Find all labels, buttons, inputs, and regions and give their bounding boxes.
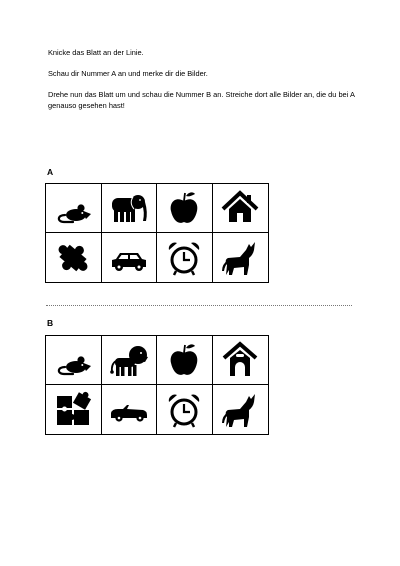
grid-b-cell-3[interactable] [157, 336, 213, 385]
apple-icon [164, 188, 204, 228]
grid-a-cell-3 [157, 184, 213, 233]
howling-wolf-icon [220, 390, 260, 430]
alarm-clock-icon [164, 390, 204, 430]
howling-wolf-icon [220, 238, 260, 278]
alarm-clock-icon [164, 238, 204, 278]
grid-a-cell-2 [102, 184, 158, 233]
section-b-label: B [47, 318, 54, 328]
grid-a-cell-4 [213, 184, 269, 233]
picture-grid-b [45, 335, 269, 435]
section-a-label: A [47, 167, 54, 177]
grid-b-cell-8[interactable] [213, 385, 269, 434]
instruction-fold: Knicke das Blatt an der Linie. [48, 48, 144, 57]
grid-b-cell-6[interactable] [102, 385, 158, 434]
grid-b-cell-2[interactable] [102, 336, 158, 385]
puzzle-pieces-icon [53, 390, 93, 430]
grid-b-cell-4[interactable] [213, 336, 269, 385]
puzzle-piece-icon [53, 238, 93, 278]
mouse-icon [53, 188, 93, 228]
lion-icon [109, 340, 149, 380]
grid-b-cell-7[interactable] [157, 385, 213, 434]
grid-b-cell-1[interactable] [46, 336, 102, 385]
apple-icon [164, 340, 204, 380]
grid-a-cell-6 [102, 233, 158, 282]
car-icon [109, 238, 149, 278]
mouse-icon [53, 340, 93, 380]
fold-line [46, 305, 352, 306]
picture-grid-a [45, 183, 269, 283]
convertible-car-icon [109, 390, 149, 430]
instruction-compare: Drehe nun das Blatt um und schau die Nummer B an. Streiche dort alle Bilder an, die du bei A genauso gesehen hast! [48, 90, 355, 110]
grid-a-cell-1 [46, 184, 102, 233]
doghouse-icon [220, 340, 260, 380]
grid-a-cell-8 [213, 233, 269, 282]
grid-b-cell-5[interactable] [46, 385, 102, 434]
elephant-icon [109, 188, 149, 228]
grid-a-cell-7 [157, 233, 213, 282]
instruction-memorize: Schau dir Nummer A an und merke dir die Bilder. [48, 69, 208, 78]
house-icon [220, 188, 260, 228]
grid-a-cell-5 [46, 233, 102, 282]
